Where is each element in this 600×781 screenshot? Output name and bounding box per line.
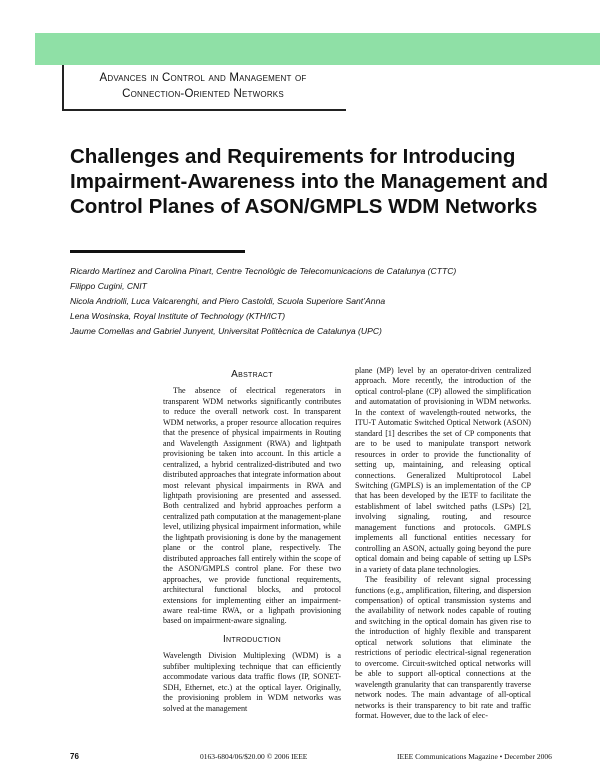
author-line: Lena Wosinska, Royal Institute of Technology (KTH/ICT) bbox=[70, 311, 286, 321]
author-line: Filippo Cugini, CNIT bbox=[70, 281, 147, 291]
series-line-1: Advances in Control and Management of bbox=[99, 72, 307, 84]
introduction-heading: Introduction bbox=[222, 633, 282, 645]
page-number: 76 bbox=[70, 752, 79, 761]
magazine-issue: IEEE Communications Magazine • December 2006 bbox=[397, 752, 552, 761]
header-color-band bbox=[35, 33, 600, 65]
title-rule bbox=[70, 250, 245, 253]
author-line: Jaume Comellas and Gabriel Junyent, Universitat Politècnica de Catalunya (UPC) bbox=[70, 326, 382, 336]
right-column bbox=[355, 366, 531, 721]
author-line: Ricardo Martínez and Carolina Pinart, Centre Tecnològic de Telecomunicacions de Catalunya (CTTC) bbox=[70, 266, 457, 276]
abstract-text: The absence of electrical regenerators in transparent WDM networks significantly contributes to reduce the overall network cost. In transparent WDM networks, a proper resource allocation requires that the presence of physical impairments in Routing and Wavelength Assignment (RWA) and lightpath provisioning be taken into account. In this article a centralized, a hybrid centralized-distributed and two distributed approaches that integrate information about most relevant physical impairments in RWA and lightpath provisioning are presented and assessed. Both centralized and hybrid approaches perform a centralized path computation at the management-plane level, utilizing physical impairment information, while the lightpath provisioning is done by the management plane or the control plane, respectively. The distributed approaches fall entirely within the scope of the ASON/GMPLS control plane. For these two approaches, we provide functional requirements, architectural functional blocks, and protocol extensions for implementing either an impairment-aware real-time RWA, or a lighpath provisioning based on impairment-aware signaling. bbox=[163, 386, 341, 626]
intro-paragraph-3: The feasibility of relevant signal processing functions (e.g., amplification, filtering, and dispersion compensation) of optical transmission systems and the availability of network nodes capable of routing and switching in the optical domain has given rise to the introduction of highly flexible and transparent optical network solutions that eliminate the restrictions of periodic electrical-signal regeneration to overcome. Circuit-switched optical networks will be able to support all-optical connections at the wavelength granularity that can transparently traverse network nodes. The main advantage of all-optical networks is their transparency to bit rate and traffic format. However, due to the lack of elec- bbox=[355, 575, 531, 720]
left-column bbox=[163, 366, 341, 714]
copyright-code: 0163-6804/06/$20.00 © 2006 IEEE bbox=[200, 752, 308, 761]
series-line-2: Connection-Oriented Networks bbox=[122, 88, 284, 100]
intro-paragraph-1: Wavelength Division Multiplexing (WDM) is a subfiber multiplexing technique that can efficiently accommodate various data traffic flows (IP, SONET-SDH, Ethernet, etc.) at the optical layer. Originally, the provisioning problem in WDM networks was solved at the management bbox=[163, 651, 341, 713]
abstract-heading: Abstract bbox=[231, 369, 273, 380]
author-list bbox=[70, 264, 590, 339]
article-title: Challenges and Requirements for Introducing Impairment-Awareness into the Management and Control Planes of ASON/GMPLS WDM Networks bbox=[70, 144, 549, 218]
series-heading bbox=[62, 70, 344, 102]
intro-paragraph-2: plane (MP) level by an operator-driven centralized approach. More recently, the introduction of the optical control-plane (CP) allowed the simplification and automatation of provisioning in WDM networks. In the context of wavelength-routed networks, the ITU-T Automatic Switched Optical Network (ASON) standard [1] describes the set of CP components that are to be used to manipulate transport network resources in order to provide the functionality of setting up, maintaining, and releasing optical connections. Generalized Multiprotocol Label Switching (GMPLS) is an implementation of the CP that has been developed by the IETF to facilitate the establishment of label switched paths (LSPs) [2], involving signaling, routing, and resource management functions and protocols. GMPLS implements all functional entities necessary for controlling an ASON, actually going beyond the pure optical domain and being capable of setting up LSPs in a variety of data plane technologies. bbox=[355, 366, 531, 574]
author-line: Nicola Andriolli, Luca Valcarenghi, and Piero Castoldi, Scuola Superiore Sant’Anna bbox=[70, 296, 386, 306]
